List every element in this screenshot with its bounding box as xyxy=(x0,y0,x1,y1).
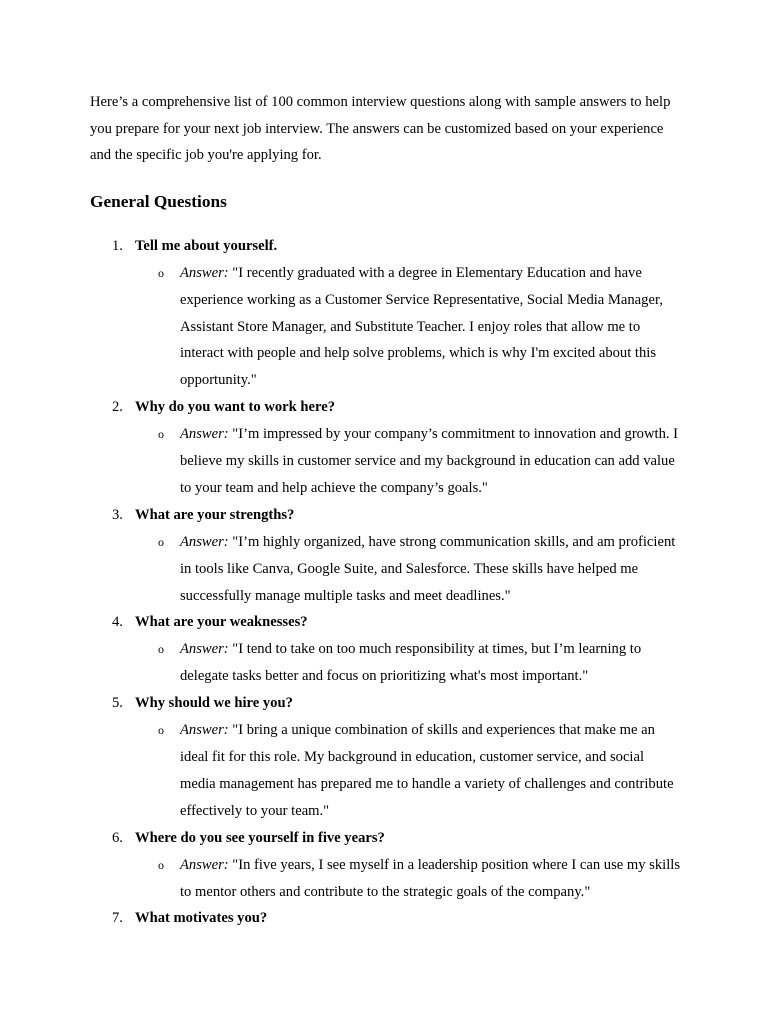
answer-item xyxy=(158,717,680,825)
question-item xyxy=(90,609,680,690)
bullet-icon: o xyxy=(158,265,164,280)
question-item xyxy=(90,905,680,932)
answer-item xyxy=(158,852,680,906)
answer-item xyxy=(158,529,680,610)
bullet-icon: o xyxy=(158,534,164,549)
document-page xyxy=(90,89,680,932)
answer-text: "In five years, I see myself in a leadership position where I can use my skills to mentor others and contribute to the strategic goals of the company." xyxy=(180,856,680,900)
question-text: Why should we hire you? xyxy=(135,695,293,712)
question-text: What motivates you? xyxy=(135,910,268,927)
bullet-icon: o xyxy=(158,723,164,738)
answer-label: Answer: xyxy=(180,641,233,658)
question-item xyxy=(90,690,680,825)
question-item xyxy=(90,233,680,394)
bullet-icon: o xyxy=(158,642,164,657)
answer-text: "I’m impressed by your company’s commitment to innovation and growth. I believe my skills in customer service and my background in education can add value to your team and help achieve the company’s goals." xyxy=(180,426,679,496)
answer-label: Answer: xyxy=(180,426,233,443)
answer-label: Answer: xyxy=(180,533,233,550)
answer-text: "I recently graduated with a degree in Elementary Education and have experience working as a Customer Service Representative, Social Media Manager, Assistant Store Manager, and Substitute Teacher. I enjoy roles that allow me to interact with people and help solve problems, which is why I'm excited about this opportunity." xyxy=(180,264,663,389)
question-number: 2. xyxy=(112,399,123,416)
question-number: 4. xyxy=(112,614,123,631)
question-text: Why do you want to work here? xyxy=(135,399,336,416)
question-number: 6. xyxy=(112,829,123,846)
question-number: 1. xyxy=(112,237,123,254)
question-number: 3. xyxy=(112,506,123,523)
answer-text: "I tend to take on too much responsibility at times, but I’m learning to delegate tasks better and focus on prioritizing what's most important." xyxy=(180,641,642,685)
question-text: What are your strengths? xyxy=(135,506,295,523)
question-list xyxy=(90,233,680,933)
answer-text: "I bring a unique combination of skills and experiences that make me an ideal fit for this role. My background in education, customer service, and social media management has prepared me to handle a variety of challenges and contribute effectively to your team." xyxy=(180,722,674,819)
answer-item xyxy=(158,260,680,395)
question-item xyxy=(90,825,680,906)
question-text: Tell me about yourself. xyxy=(135,237,278,254)
answer-item xyxy=(158,636,680,690)
section-title: General Questions xyxy=(90,191,227,211)
question-text: What are your weaknesses? xyxy=(135,614,308,631)
question-number: 7. xyxy=(112,910,123,927)
answer-label: Answer: xyxy=(180,856,233,873)
question-text: Where do you see yourself in five years? xyxy=(135,829,385,846)
answer-item xyxy=(158,421,680,502)
answer-label: Answer: xyxy=(180,264,233,281)
question-item xyxy=(90,502,680,610)
bullet-icon: o xyxy=(158,427,164,442)
question-item xyxy=(90,394,680,502)
answer-label: Answer: xyxy=(180,722,233,739)
intro-paragraph: Here’s a comprehensive list of 100 common interview questions along with sample answers to help you prepare for your next job interview. The answers can be customized based on your experience and the specific job you're applying for. xyxy=(90,94,671,164)
bullet-icon: o xyxy=(158,857,164,872)
question-number: 5. xyxy=(112,695,123,712)
answer-text: "I’m highly organized, have strong communication skills, and am proficient in tools like Canva, Google Suite, and Salesforce. These skills have helped me successfully manage multiple tasks and meet deadlines." xyxy=(180,533,676,604)
